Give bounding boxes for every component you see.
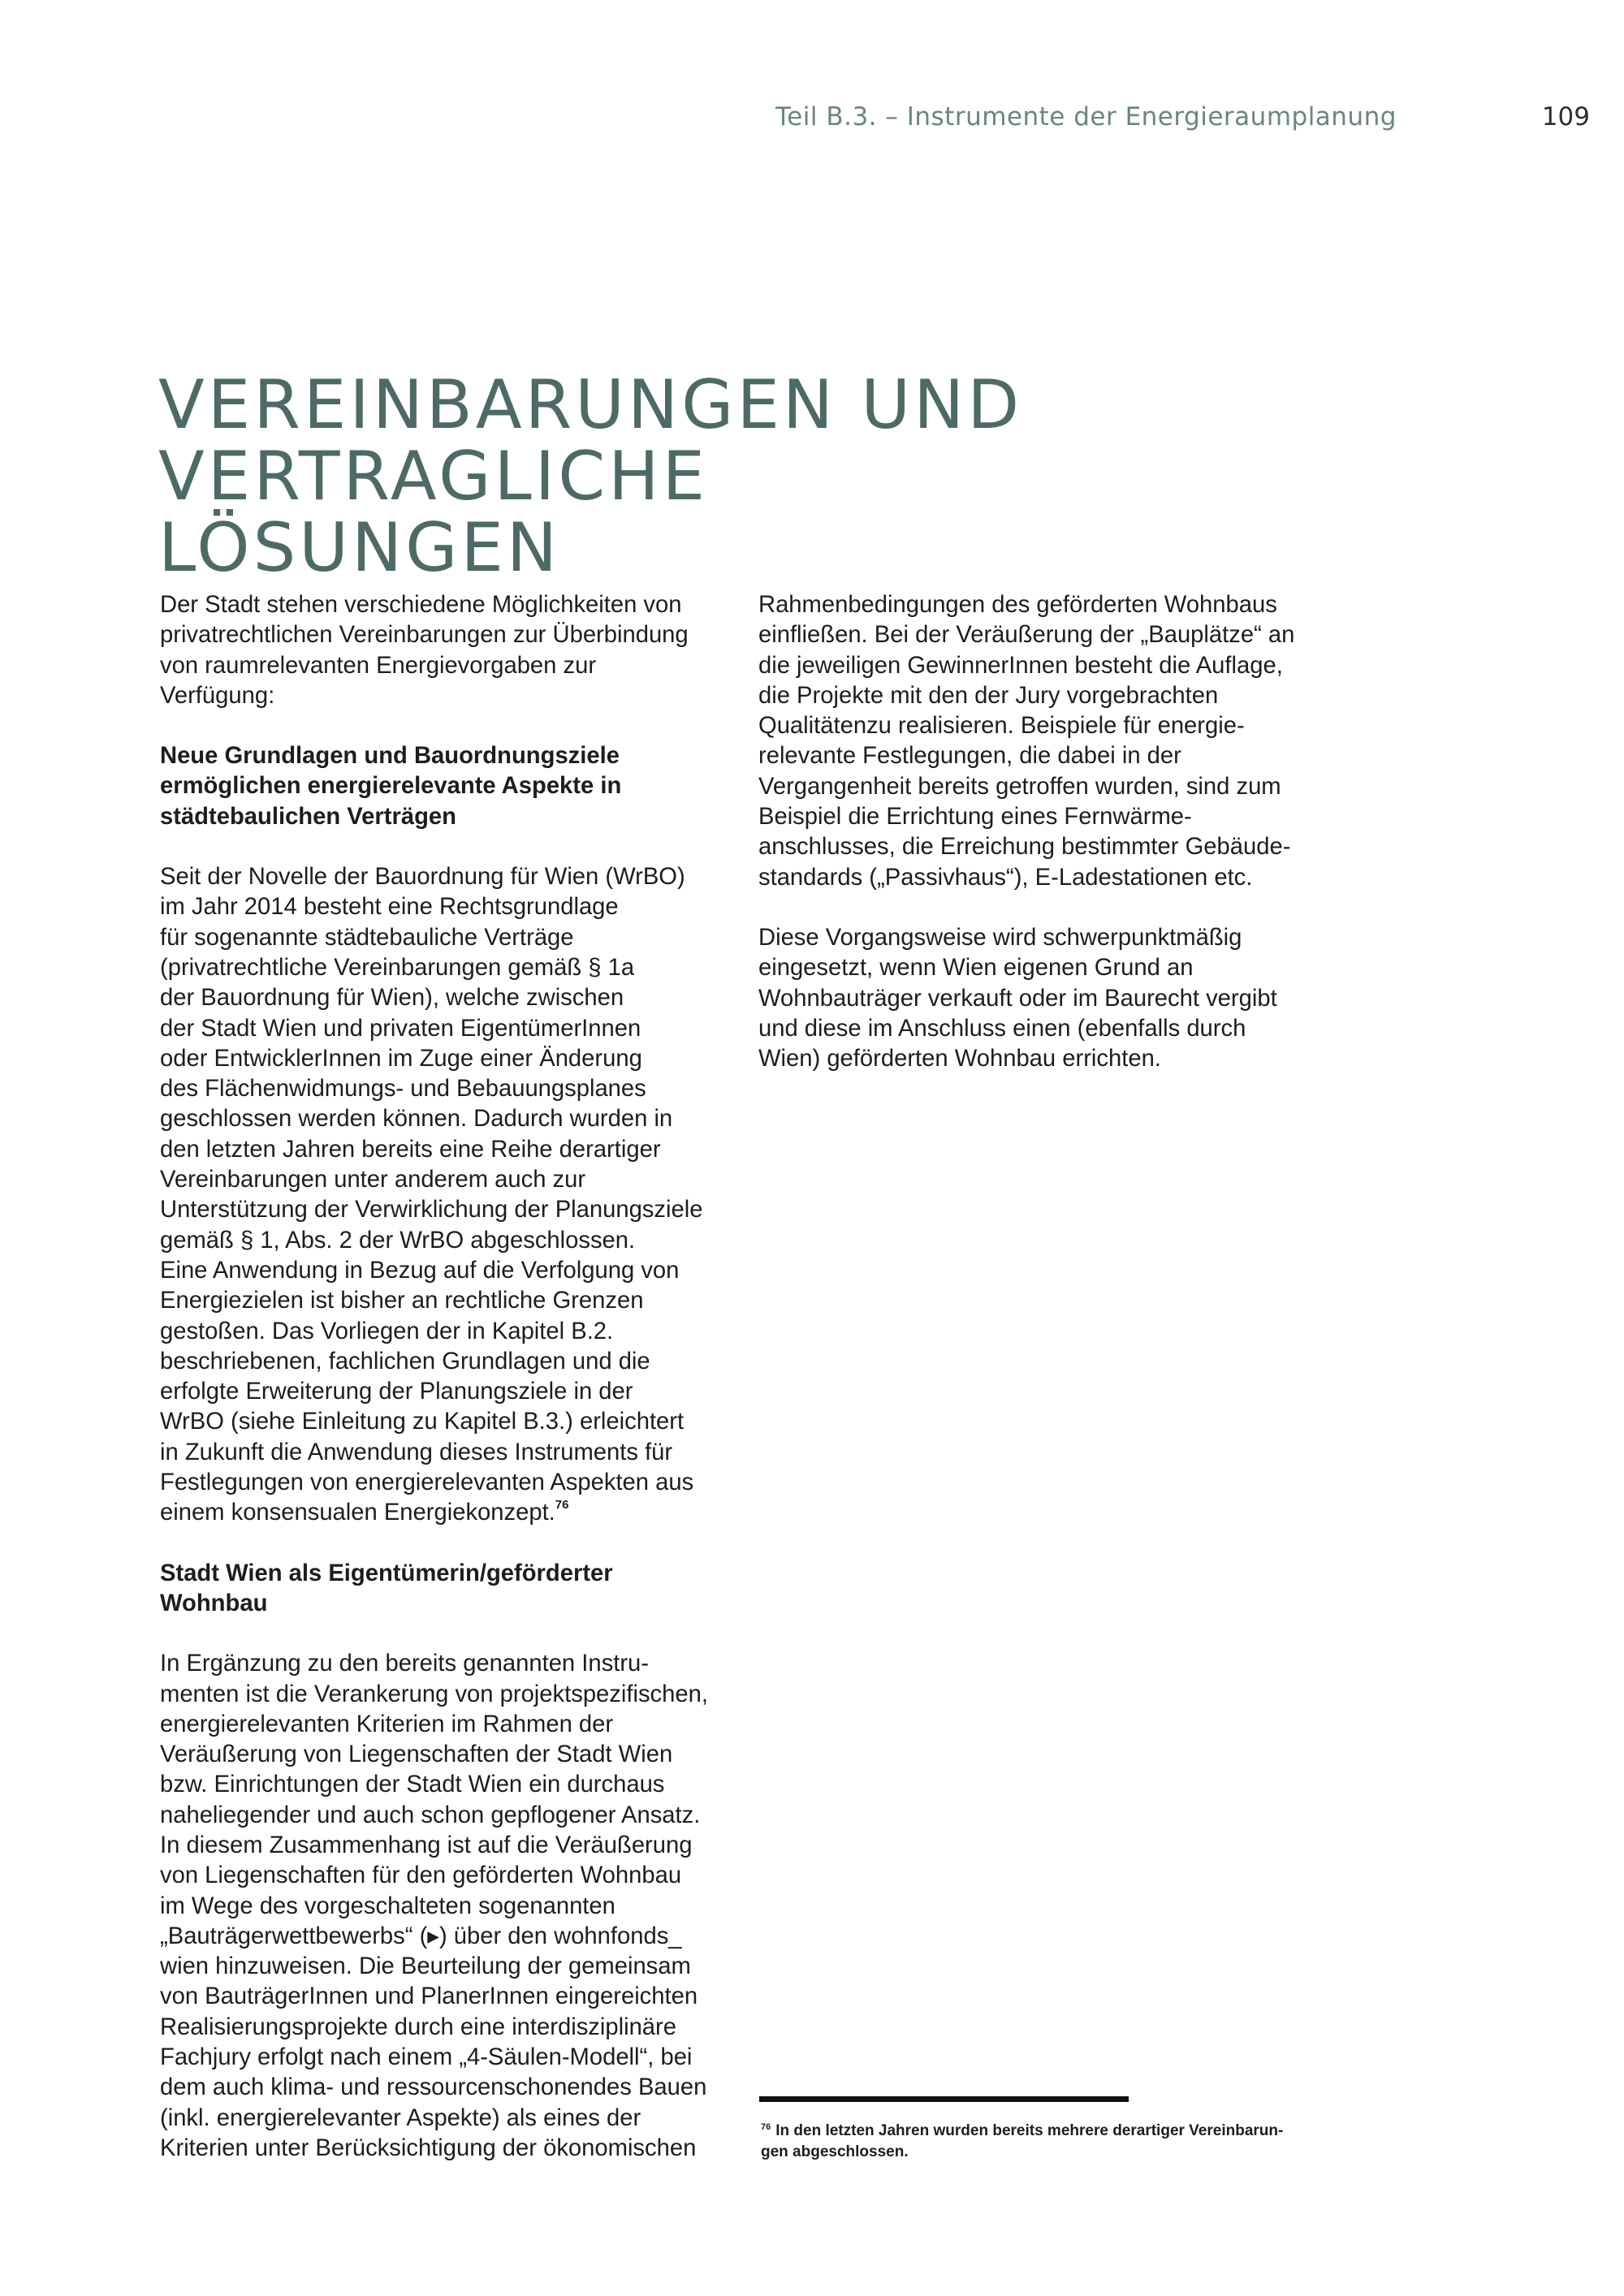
intro-paragraph: Der Stadt stehen verschiedene Möglichkeiten von privatrechtlichen Vereinbarungen zur Überbindung von raumrelevanten Energievorgaben zur Verfügung:	[160, 592, 689, 709]
footnote-number: 76	[761, 2122, 771, 2132]
paragraph-text: Seit der Novelle der Bauordnung für Wien (WrBO) im Jahr 2014 besteht eine Rechtsgrundlage für sogenannte städtebauliche Verträge (privatrechtliche Vereinbarungen gemäß § 1a der Bauordnung für Wien), welche zwischen der Stadt Wien und privaten EigentümerInnen oder EntwicklerInnen im Zuge einer Änderung des Flächenwidmungs- und Bebauungsplanes geschlossen werden können. Dadurch wurden in den letzten Jahren bereits eine Reihe derartiger Vereinbarungen unter anderem auch zur Unterstützung der Verwirklichung der Planungsziele gemäß § 1, Abs. 2 der WrBO abgeschlossen. Eine Anwendung in Bezug auf die Verfolgung von Energiezielen ist bisher an rechtliche Grenzen gestoßen. Das Vorliegen der in Kapitel B.2. beschriebenen, fachlichen Grundlagen und die erfolgte Erweiterung der Planungsziele in der WrBO (siehe Einleitung zu Kapitel B.3.) erleichtert in Zukunft die Anwendung dieses Instruments für Festlegungen von energierelevanten Aspekten aus einem konsensualen Energiekonzept.	[160, 864, 703, 1526]
paragraph-rahmenbedingungen: Rahmenbedingungen des geförderten Wohnbaus einfließen. Bei der Veräußerung der „Bauplätze“ an die jeweiligen GewinnerInnen besteht die Auflage, die Projekte mit den der Jury vorgebrachten Qualitätenzu realisieren. Beispiele für energie- relevante Festlegungen, die dabei in der Vergangenheit bereits getroffen wurden, sind zum Beispiel die Errichtung eines Fernwärme- anschlusses, die Erreichung bestimmter Gebäude- standards („Passivhaus“), E-Ladestationen etc.	[758, 592, 1295, 891]
paragraph-staedtebauliche-vertraege	[160, 862, 745, 1529]
left-column	[160, 590, 745, 2164]
paragraph-vorgangsweise: Diese Vorgangsweise wird schwerpunktmäßig eingesetzt, wenn Wien eigenen Grund an Wohnbauträger verkauft oder im Baurecht vergibt und diese im Anschluss einen (ebenfalls durch Wien) geförderten Wohnbau errichten.	[758, 924, 1277, 1072]
running-header: Teil B.3. – Instrumente der Energieraumplanung	[775, 102, 1397, 132]
page-title: VEREINBARUNGEN UND VERTRAGLICHE LÖSUNGEN	[158, 365, 1023, 587]
footnote	[761, 2121, 1329, 2163]
page-number: 109	[1541, 102, 1590, 132]
footnote-text: In den letzten Jahren wurden bereits mehrere derartiger Vereinbarun- gen abgeschlossen.	[761, 2122, 1284, 2160]
subheading-bauordnungsziele: Neue Grundlagen und Bauordnungsziele ermöglichen energierelevante Aspekte in städtebaulichen Verträgen	[160, 743, 622, 830]
subheading-stadt-wien-eigentuemerin: Stadt Wien als Eigentümerin/geförderter Wohnbau	[160, 1560, 613, 1616]
paragraph-gefoerderter-wohnbau: In Ergänzung zu den bereits genannten Instru- menten ist die Verankerung von projektspezifischen, energierelevanten Kriterien im Rahmen der Veräußerung von Liegenschaften der Stadt Wien bzw. Einrichtungen der Stadt Wien ein durchaus naheliegender und auch schon gepflogener Ansatz. In diesem Zusammenhang ist auf die Veräußerung von Liegenschaften für den geförderten Wohnbau im Wege des vorgeschalteten sogenannten „Bauträgerwettbewerbs“ (▸) über den wohnfonds_ wien hinzuweisen. Die Beurteilung der gemeinsam von BauträgerInnen und PlanerInnen eingereichten Realisierungsprojekte durch eine interdisziplinäre Fachjury erfolgt nach einem „4-Säulen-Modell“, bei dem auch klima- und ressourcenschonendes Bauen (inkl. energierelevanter Aspekte) als eines der Kriterien unter Berücksichtigung der ökonomischen	[160, 1651, 708, 2161]
footnote-divider	[759, 2096, 1129, 2102]
right-column	[758, 590, 1359, 1074]
footnote-reference[interactable]: 76	[555, 1498, 569, 1513]
